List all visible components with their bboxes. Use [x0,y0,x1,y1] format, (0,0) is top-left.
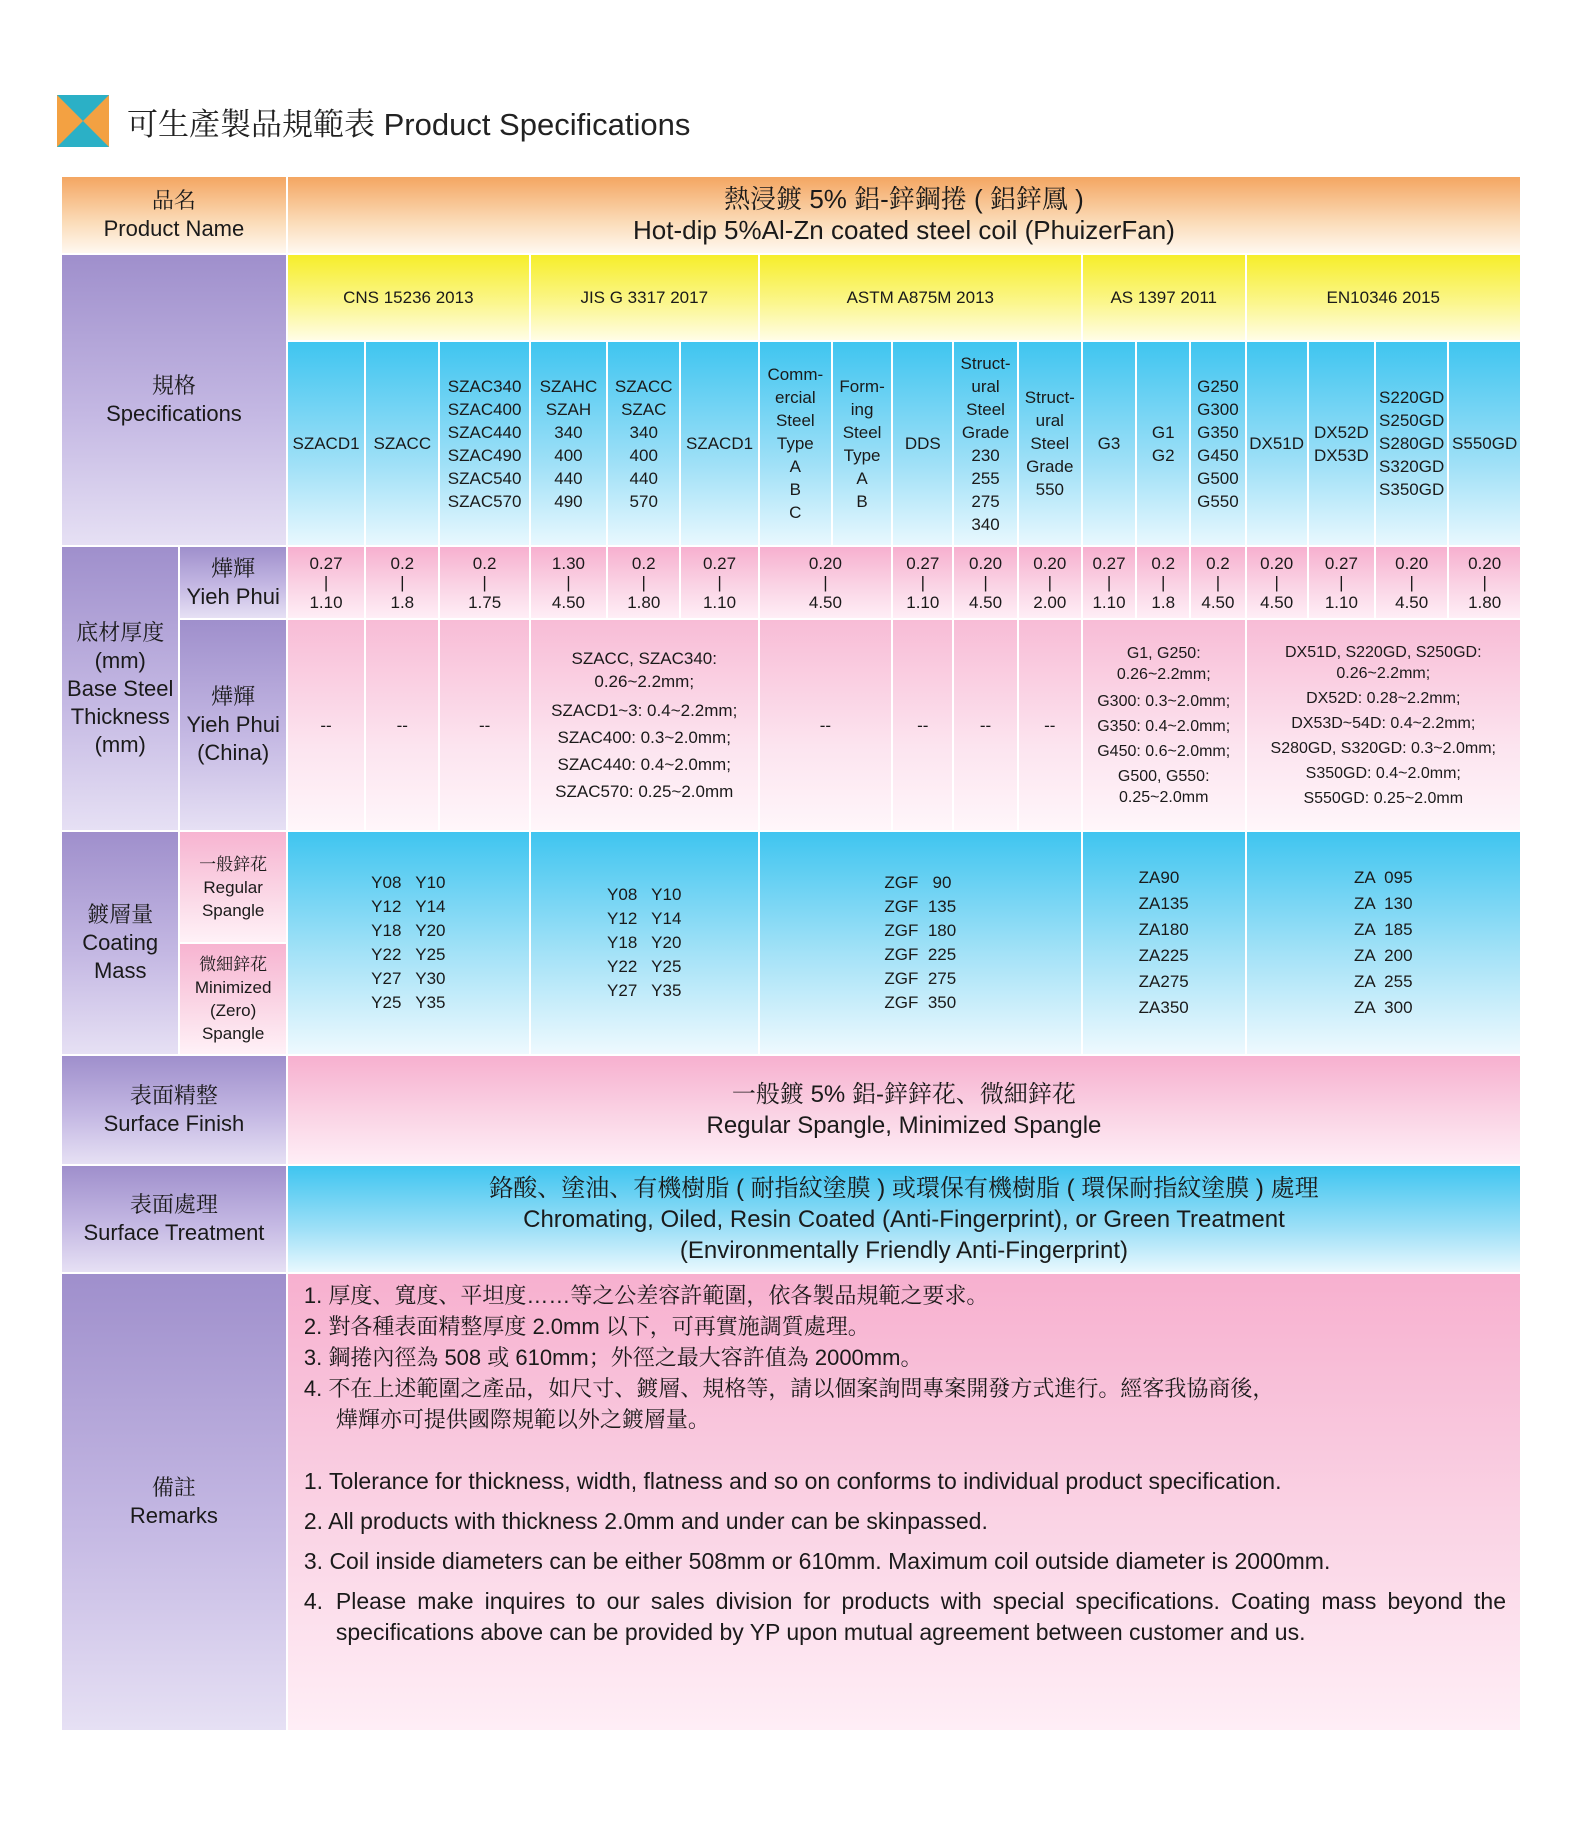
coating-as [1082,831,1246,1055]
yp-thickness-range: 0.20 | 4.50 [1375,546,1448,619]
grade-cell: G1 G2 [1136,341,1190,546]
ypc-dash: -- [953,619,1017,831]
grade-cell: Struct- ural Steel Grade 550 [1018,341,1082,546]
grade-cell: SZACD1 [680,341,758,546]
surface-finish-value: 一般鍍 5% 鋁-鋅鋅花、微細鋅花 Regular Spangle, Minimized Spangle [287,1055,1521,1165]
coating-mass-value: Y27 Y35 [607,981,682,1000]
coating-mass-value: Y08 Y10 [371,873,446,892]
grade-cell: DX52D DX53D [1308,341,1375,546]
surface-treatment-value: 鉻酸、塗油、有機樹脂 ( 耐指紋塗膜 ) 或環保有機樹脂 ( 環保耐指紋塗膜 ) 處理 Chromating, Oiled, Resin Coated (Anti-Fingerprint), or Green Treatment (Environmentally Friendly Anti-Fingerprint) [287,1165,1521,1273]
specification-table [60,175,1522,1732]
ypc-dash: -- [759,619,893,831]
coating-regular-row [61,831,1521,943]
standards-row [61,254,1521,341]
grade-cell: S220GD S250GD S280GD S320GD S350GD [1375,341,1448,546]
ypc-label: 燁輝 Yieh Phui (China) [179,619,286,831]
standard-astm: ASTM A875M 2013 [759,254,1082,341]
yp-thickness-range: 1.30 | 4.50 [530,546,607,619]
thickness-label: 底材厚度 (mm) Base Steel Thickness (mm) [61,546,179,831]
remarks-row [61,1273,1521,1731]
coating-mass-value: Y22 Y25 [371,945,446,964]
coating-mass-value: ZA 300 [1353,998,1413,1017]
ypc-dash: -- [892,619,953,831]
standard-jis: JIS G 3317 2017 [530,254,759,341]
surface-treatment-row [61,1165,1521,1273]
yp-thickness-range: 0.20 | 4.50 [953,546,1017,619]
coating-mass-value: ZA 095 [1353,868,1413,887]
logo-icon [57,95,109,147]
thickness-ypc-row [61,619,1521,831]
surface-finish-label: 表面精整 Surface Finish [61,1055,287,1165]
grade-cell: G250 G300 G350 G450 G500 G550 [1190,341,1245,546]
coating-mass-value: Y18 Y20 [371,921,446,940]
ypc-en: DX51D, S220GD, S250GD: 0.26~2.2mm; DX52D: 0.28~2.2mm; DX53D~54D: 0.4~2.2mm; S280GD, S320GD: 0.3~2.0mm; S350GD: 0.4~2.0mm; S550GD: 0.25~2.0mm [1246,619,1521,831]
ypc-as: G1, G250: 0.26~2.2mm; G300: 0.3~2.0mm; G350: 0.4~2.0mm; G450: 0.6~2.0mm; G500, G550: 0.25~2.0mm [1082,619,1246,831]
specifications-label: 規格 Specifications [61,254,287,546]
coating-en [1246,831,1521,1055]
remark-en-4: 4. Please make inquires to our sales division for products with special specifications. Coating mass beyond the specifications above can be provided by YP upon mutual agreement between customer and us. [303,1588,1506,1645]
remarks-label: 備註 Remarks [61,1273,287,1731]
coating-mass-value: ZA350 [1138,998,1189,1017]
ypc-dash: -- [365,619,439,831]
yp-thickness-range: 0.20 | 4.50 [1246,546,1308,619]
yp-thickness-range: 0.27 | 1.10 [1308,546,1375,619]
yp-thickness-range: 0.2 | 1.80 [607,546,680,619]
coating-cns [287,831,530,1055]
yp-thickness-range: 0.20 | 2.00 [1018,546,1082,619]
coating-mass-value: Y25 Y35 [371,993,446,1012]
yp-thickness-range: 0.20 | 4.50 [759,546,893,619]
coating-mass-value: ZA180 [1138,920,1189,939]
regular-spangle-label: 一般鋅花 Regular Spangle [179,831,286,943]
coating-mass-value: ZGF 275 [884,969,957,988]
yp-thickness-range: 0.2 | 1.75 [439,546,529,619]
page-title: 可生產製品規範表 Product Specifications [127,106,691,142]
minimized-spangle-label: 微細鋅花 Minimized (Zero) Spangle [179,943,286,1055]
product-name-label: 品名 Product Name [61,176,287,254]
coating-mass-value: ZGF 180 [884,921,957,940]
grade-cell: S550GD [1448,341,1521,546]
grade-cell: DX51D [1246,341,1308,546]
surface-finish-row [61,1055,1521,1165]
product-name-value: 熱浸鍍 5% 鋁-鋅鋼捲 ( 鋁鋅鳳 ) Hot-dip 5%Al-Zn coated steel coil (PhuizerFan) [287,176,1521,254]
grade-cell: Struct- ural Steel Grade 230 255 275 340 [953,341,1017,546]
coating-mass-value: ZA275 [1138,972,1189,991]
grade-cell: SZAC340 SZAC400 SZAC440 SZAC490 SZAC540 SZAC570 [439,341,529,546]
yp-thickness-range: 0.2 | 1.8 [1136,546,1190,619]
yp-thickness-range: 0.27 | 1.10 [1082,546,1136,619]
coating-mass-value: Y08 Y10 [607,885,682,904]
coating-mass-value: ZGF 90 [884,873,952,892]
product-name-row [61,176,1521,254]
grade-cell: G3 [1082,341,1136,546]
page-title-bar [57,95,690,147]
ypc-dash: -- [1018,619,1082,831]
yp-thickness-range: 0.27 | 1.10 [287,546,365,619]
grade-cell: SZAHC SZAH 340 400 440 490 [530,341,607,546]
coating-mass-value: Y22 Y25 [607,957,682,976]
coating-mass-value: Y27 Y30 [371,969,446,988]
surface-treatment-label: 表面處理 Surface Treatment [61,1165,287,1273]
coating-mass-value: Y12 Y14 [607,909,682,928]
coating-mass-value: ZGF 225 [884,945,957,964]
ypc-jis: SZACC, SZAC340: 0.26~2.2mm; SZACD1~3: 0.4~2.2mm; SZAC400: 0.3~2.0mm; SZAC440: 0.4~2.0mm; SZAC570: 0.25~2.0mm [530,619,759,831]
coating-mass-value: ZA 130 [1353,894,1413,913]
coating-astm [759,831,1082,1055]
ypc-dash: -- [439,619,529,831]
coating-mass-value: Y12 Y14 [371,897,446,916]
standard-en: EN10346 2015 [1246,254,1521,341]
grade-cell: SZACC SZAC 340 400 440 570 [607,341,680,546]
yp-thickness-range: 0.20 | 1.80 [1448,546,1521,619]
yp-thickness-range: 0.2 | 4.50 [1190,546,1245,619]
coating-mass-value: ZA 185 [1353,920,1413,939]
grade-cell: SZACC [365,341,439,546]
ypc-dash: -- [287,619,365,831]
coating-mass-value: ZA135 [1138,894,1189,913]
thickness-yp-row [61,546,1521,619]
coating-mass-value: ZA225 [1138,946,1189,965]
yp-thickness-range: 0.27 | 1.10 [680,546,758,619]
coating-mass-value: ZA 200 [1353,946,1413,965]
grade-cell: Form- ing Steel Type A B [832,341,892,546]
coating-mass-value: Y18 Y20 [607,933,682,952]
grade-cell: SZACD1 [287,341,365,546]
standard-cns: CNS 15236 2013 [287,254,530,341]
yp-thickness-range: 0.27 | 1.10 [892,546,953,619]
coating-mass-value: ZA90 [1138,868,1180,887]
coating-mass-value: ZA 255 [1353,972,1413,991]
coating-jis [530,831,759,1055]
standard-as: AS 1397 2011 [1082,254,1246,341]
yp-thickness-range: 0.2 | 1.8 [365,546,439,619]
grade-cell: Comm- ercial Steel Type A B C [759,341,832,546]
grade-cell: DDS [892,341,953,546]
coating-mass-label: 鍍層量 Coating Mass [61,831,179,1055]
coating-mass-value: ZGF 350 [884,993,957,1012]
remarks-content: 1. 厚度、寬度、平坦度……等之公差容許範圍，依各製品規範之要求。 2. 對各種表面精整厚度 2.0mm 以下，可再實施調質處理。 3. 鋼捲內徑為 508 或 610mm；外徑之最大容許值為 2000mm。 4. 不在上述範圍之產品，如尺寸、鍍層、規格等，請以個案詢問專案開發方式進行。經客我協商後， 燁輝亦可提供國際規範以外之鍍層量。 1. Tolerance for thickness, width, flatness and so on conforms to individual product specification. 2. All products with thickness 2.0mm and under can be skinpassed. 3. Coil inside diameters can be either 508mm or 610mm. Maximum coil outside diameter is 2000mm. 4. Please make inquires to our sales division for products with special specifications. Coating mass beyond the specifications above can be provided by YP upon mutual agreement between customer and us. [287,1273,1521,1731]
coating-mass-value: ZGF 135 [884,897,957,916]
yp-label: 燁輝 Yieh Phui [179,546,286,619]
